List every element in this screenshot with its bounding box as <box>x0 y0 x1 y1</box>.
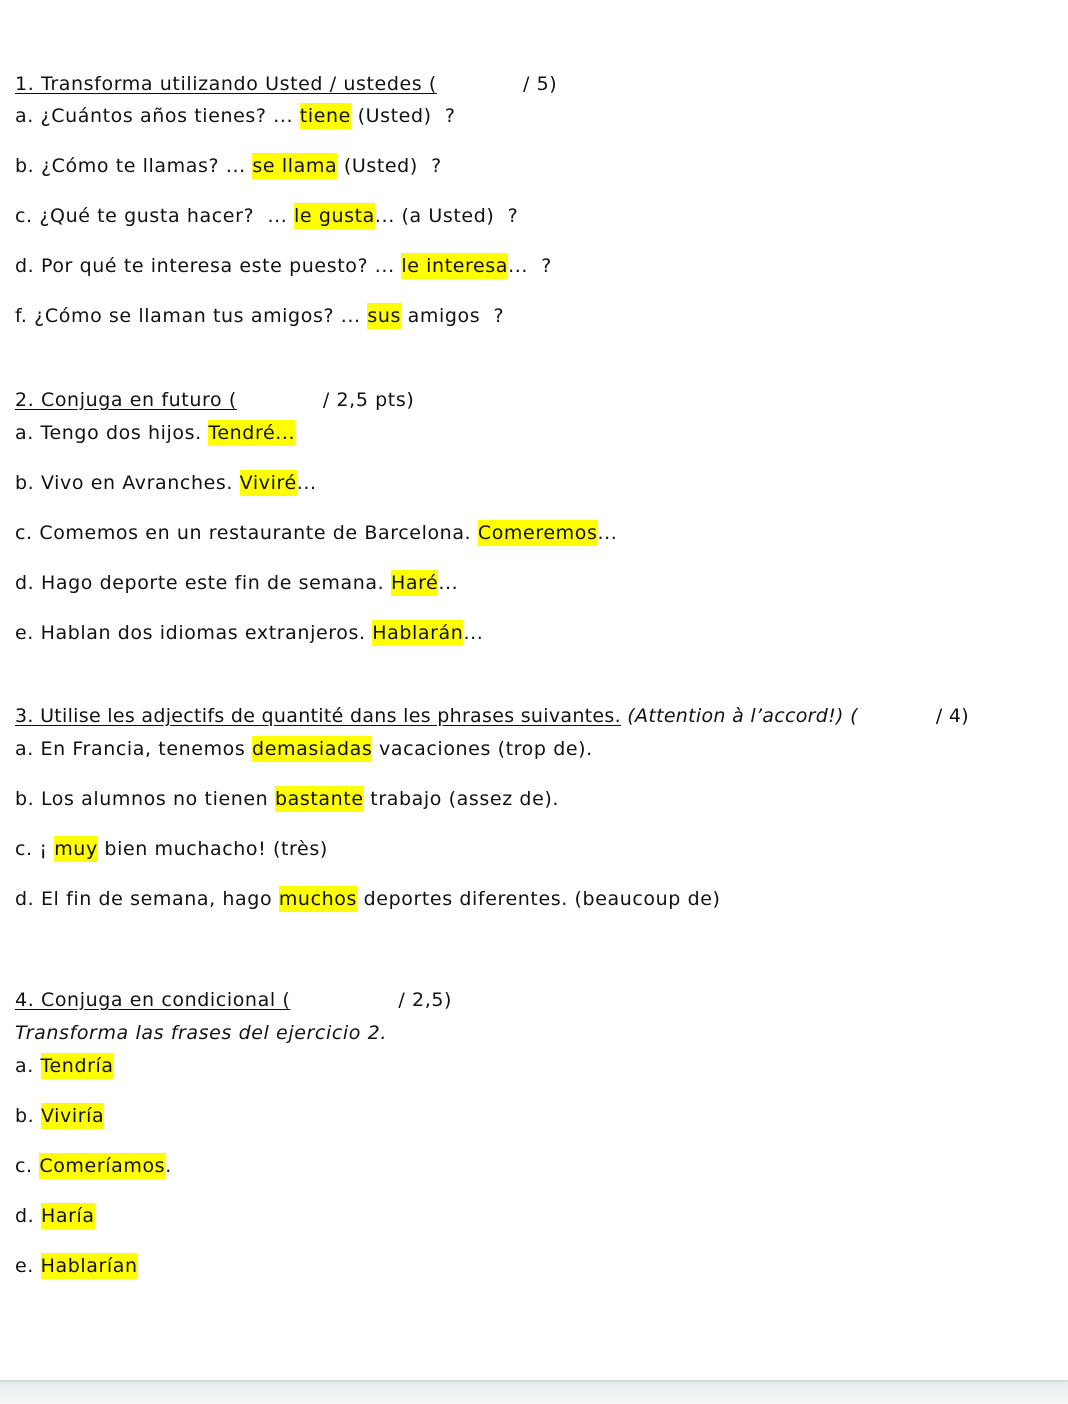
item-prompt: b. Los alumnos no tienen <box>15 788 275 810</box>
answer-highlight: demasiadas <box>252 738 373 760</box>
exercise-3-score: / 4) <box>935 705 969 727</box>
exercise-4-title: 4. Conjuga en condicional ( <box>15 989 291 1011</box>
exercise-1-item-b <box>15 152 442 180</box>
answer-highlight: Hablarán <box>372 622 464 644</box>
item-prompt: d. Hago deporte este fin de semana. <box>15 572 391 594</box>
item-prompt: c. ¡ <box>15 838 55 860</box>
item-suffix: bien muchacho! (très) <box>97 838 328 860</box>
exercise-2-item-e <box>15 619 483 647</box>
exercise-1-item-a <box>15 102 456 130</box>
item-suffix: ... <box>463 622 484 644</box>
item-prompt: c. Comemos en un restaurante de Barcelona. <box>15 522 478 544</box>
item-suffix: ... <box>597 522 618 544</box>
exercise-1-item-f <box>15 302 504 330</box>
exercise-3-item-d <box>15 885 721 913</box>
item-suffix: (Usted) ? <box>337 155 442 177</box>
item-prompt: b. Vivo en Avranches. <box>15 472 240 494</box>
item-suffix: ... ? <box>508 255 552 277</box>
exercise-3-heading <box>15 702 969 730</box>
exercise-2-item-b <box>15 469 317 497</box>
item-prompt: e. <box>15 1255 41 1277</box>
exercise-1-title: 1. Transforma utilizando Usted / ustedes ( <box>15 73 437 95</box>
exercise-3-title: 3. Utilise les adjectifs de quantité dans les phrases suivantes. <box>15 705 621 727</box>
exercise-3-item-a <box>15 735 593 763</box>
item-prompt: c. <box>15 1155 40 1177</box>
item-prompt: a. ¿Cuántos años tienes? ... <box>15 105 300 127</box>
exercise-2-title: 2. Conjuga en futuro ( <box>15 389 237 411</box>
exercise-1-score: / 5) <box>522 73 558 95</box>
item-suffix: . <box>165 1155 172 1177</box>
item-prompt: b. <box>15 1105 41 1127</box>
answer-highlight: Comeríamos <box>39 1155 166 1177</box>
answer-highlight: muy <box>54 838 98 860</box>
exercise-1-heading <box>15 70 557 98</box>
exercise-3-item-c <box>15 835 328 863</box>
item-prompt: b. ¿Cómo te llamas? ... <box>15 155 253 177</box>
item-prompt: d. El fin de semana, hago <box>15 888 279 910</box>
exercise-4-item-c <box>15 1152 172 1180</box>
exercise-2-item-a <box>15 419 295 447</box>
exercise-4-item-b <box>15 1102 104 1130</box>
item-prompt: a. Tengo dos hijos. <box>15 422 209 444</box>
item-suffix: deportes diferentes. (beaucoup de) <box>357 888 721 910</box>
item-prompt: a. <box>15 1055 41 1077</box>
answer-highlight: Haré <box>390 572 439 594</box>
answer-highlight: se llama <box>252 155 338 177</box>
item-prompt: c. ¿Qué te gusta hacer? ... <box>15 205 295 227</box>
item-prompt: a. En Francia, tenemos <box>15 738 253 760</box>
exercise-2-score: / 2,5 pts) <box>322 389 415 411</box>
item-prompt: f. ¿Cómo se llaman tus amigos? ... <box>15 305 368 327</box>
exercise-4-score: / 2,5) <box>398 989 453 1011</box>
exercise-4-heading <box>15 986 452 1014</box>
answer-highlight: Haría <box>40 1205 95 1227</box>
answer-highlight: le interesa <box>401 255 509 277</box>
answer-highlight: Tendré... <box>208 422 296 444</box>
item-suffix: ... <box>296 472 317 494</box>
item-suffix: (Usted) ? <box>350 105 456 127</box>
answer-highlight: Comeremos <box>477 522 598 544</box>
answer-highlight: Hablarían <box>40 1255 138 1277</box>
exercise-2-item-c <box>15 519 617 547</box>
exercise-3-note: (Attention à l’accord!) ( <box>620 705 858 727</box>
item-suffix: amigos ? <box>400 305 505 327</box>
exercise-4-item-d <box>15 1202 95 1230</box>
exercise-4-instruction: Transforma las frases del ejercicio 2. <box>15 1022 387 1044</box>
answer-highlight: Tendría <box>40 1055 114 1077</box>
exercise-4-item-a <box>15 1052 114 1080</box>
answer-highlight: le gusta <box>294 205 375 227</box>
answer-highlight: Viviría <box>40 1105 105 1127</box>
answer-highlight: muchos <box>278 888 357 910</box>
item-prompt: d. Por qué te interesa este puesto? ... <box>15 255 402 277</box>
exercise-1-item-d <box>15 252 552 280</box>
exercise-3-item-b <box>15 785 559 813</box>
item-suffix: ... (a Usted) ? <box>374 205 519 227</box>
item-prompt: d. <box>15 1205 41 1227</box>
item-suffix: trabajo (assez de). <box>363 788 560 810</box>
item-prompt: e. Hablan dos idiomas extranjeros. <box>15 622 373 644</box>
exercise-2-heading <box>15 386 414 414</box>
page-bottom-edge <box>0 1380 1068 1404</box>
answer-highlight: bastante <box>274 788 364 810</box>
answer-highlight: Viviré <box>239 472 297 494</box>
exercise-1-item-c <box>15 202 518 230</box>
item-suffix: ... <box>438 572 459 594</box>
exercise-4-item-e <box>15 1252 138 1280</box>
answer-highlight: tiene <box>299 105 351 127</box>
item-suffix: vacaciones (trop de). <box>372 738 593 760</box>
exercise-2-item-d <box>15 569 458 597</box>
answer-highlight: sus <box>367 305 401 327</box>
